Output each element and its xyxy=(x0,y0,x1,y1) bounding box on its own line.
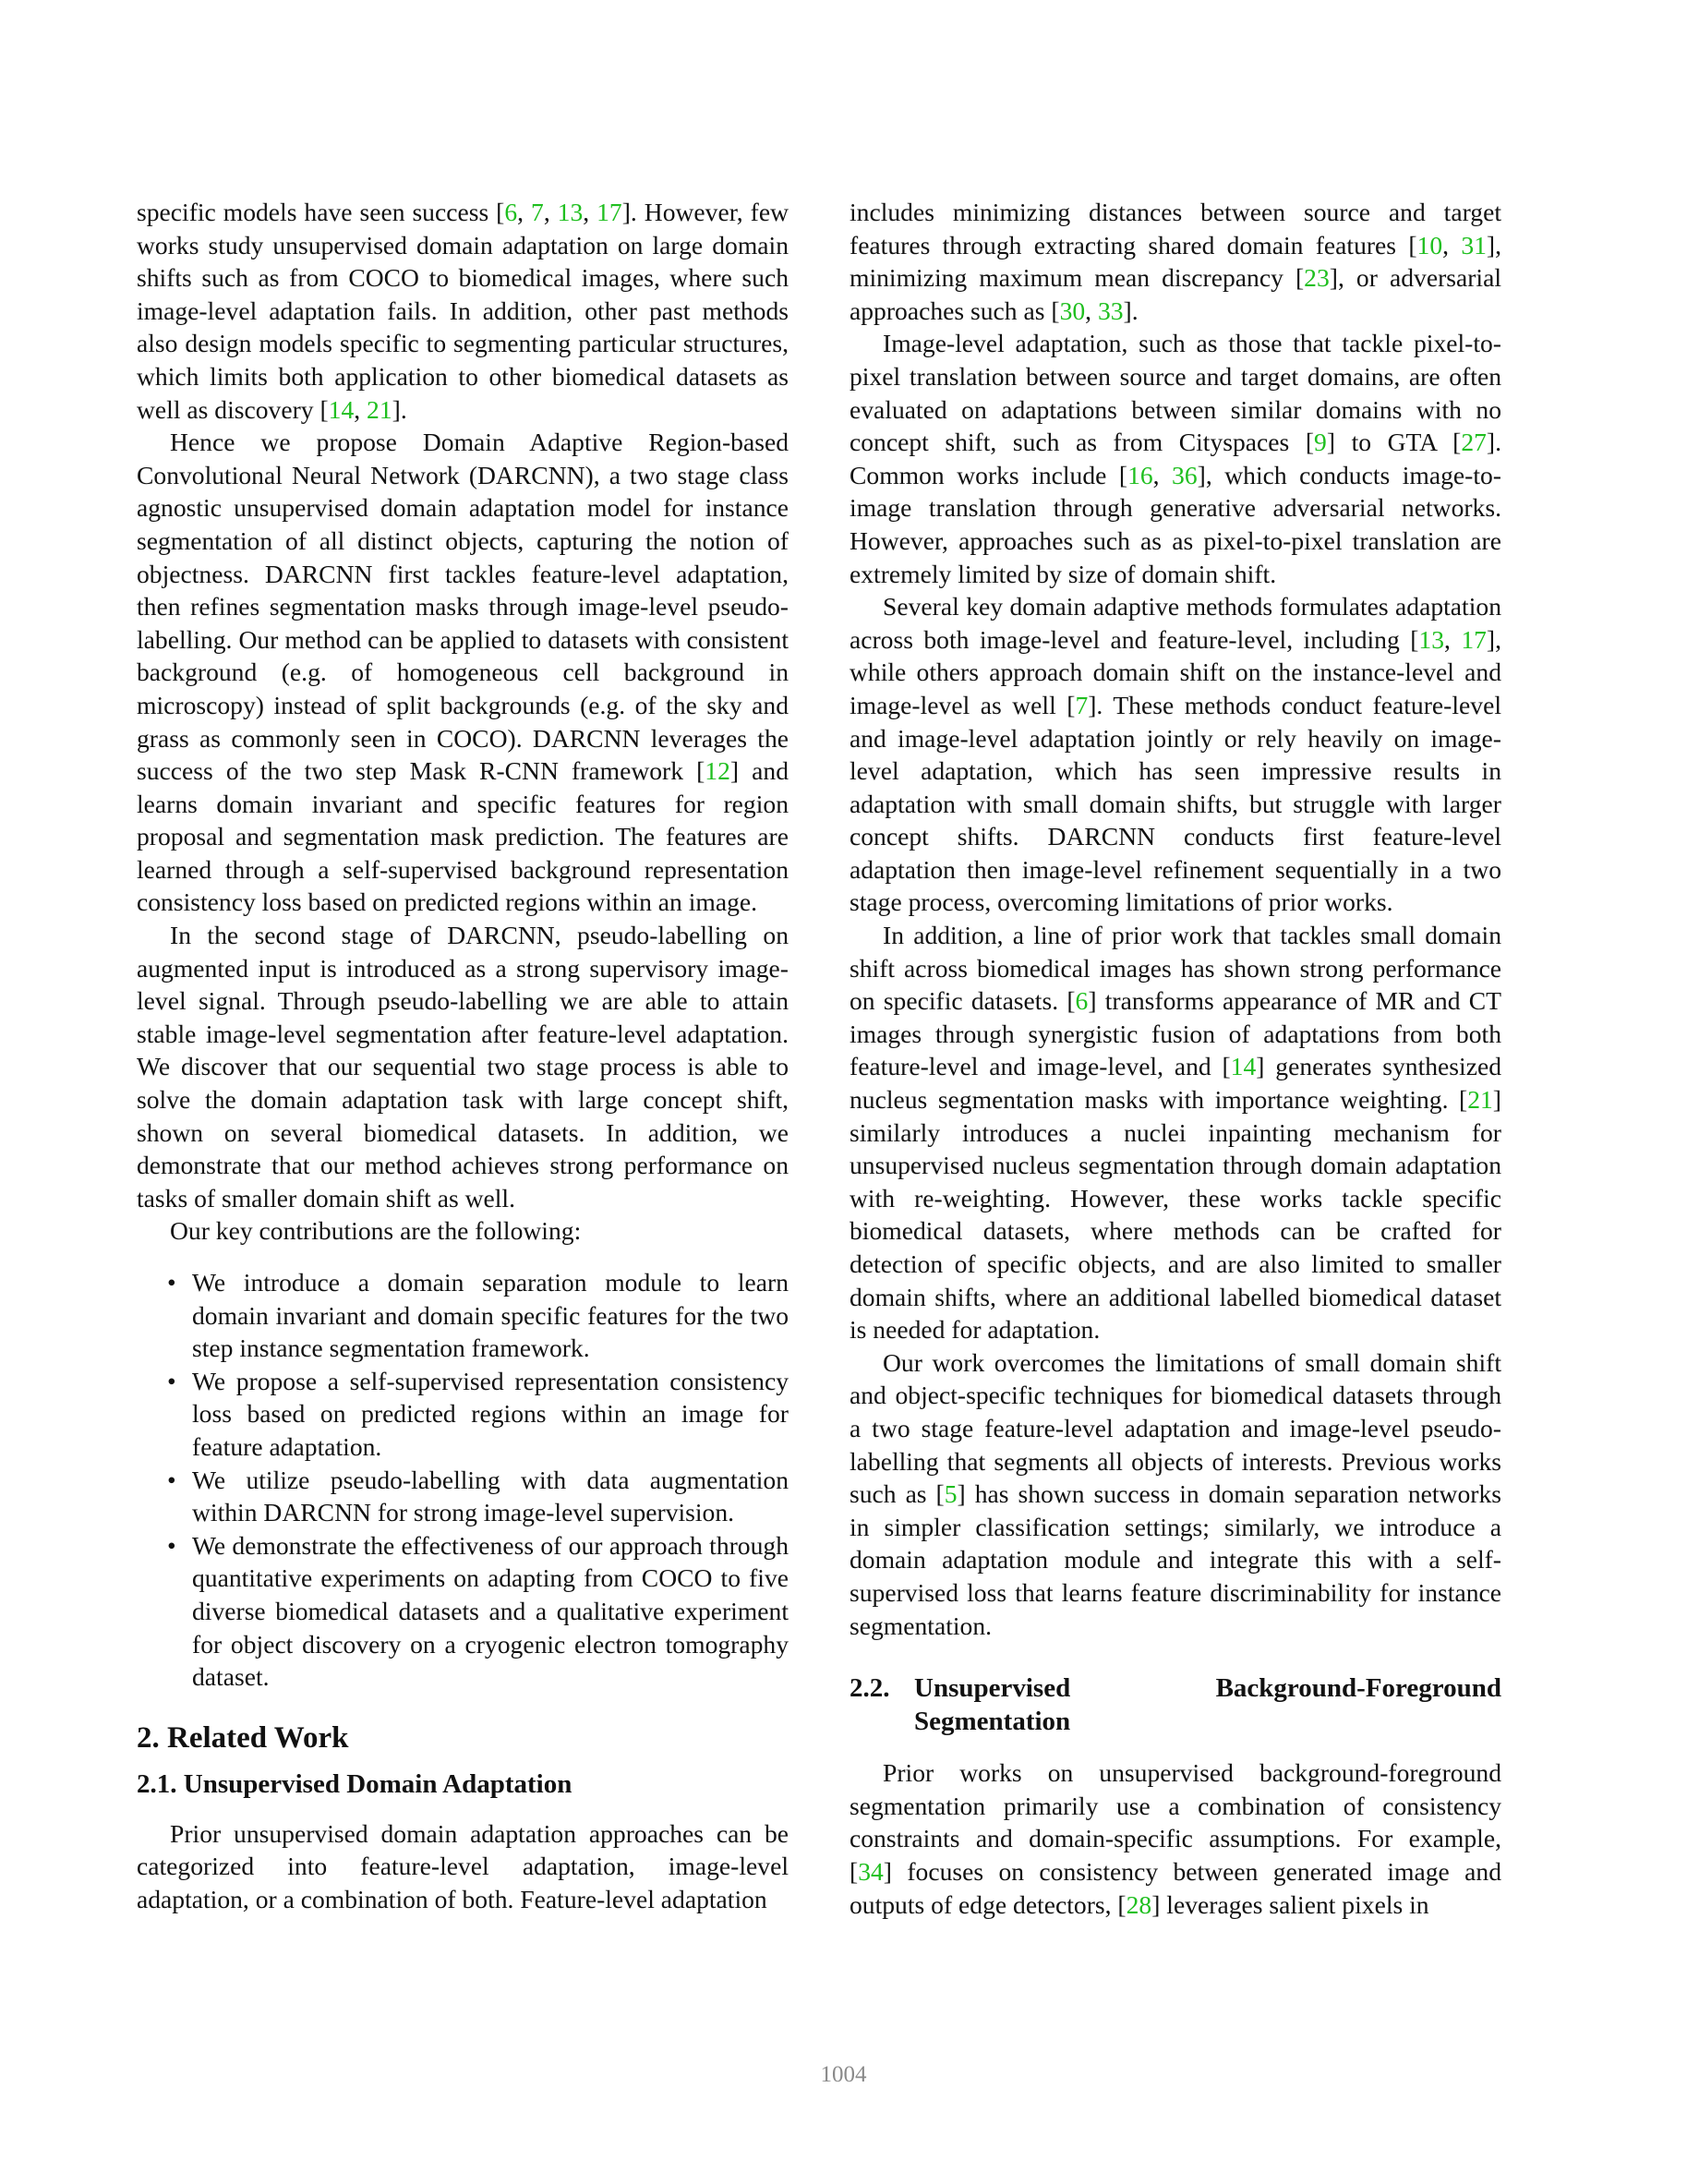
citation-link[interactable]: 7 xyxy=(1075,690,1089,719)
citation-link[interactable]: 6 xyxy=(1075,986,1089,1016)
left-column xyxy=(137,196,789,1916)
paragraph: Our key contributions are the following: xyxy=(170,1216,582,1246)
bullet-icon: • xyxy=(167,1530,176,1560)
list-item: • We utilize pseudo-labelling with data augmentation within DARCNN for strong image-level supervision. xyxy=(167,1465,789,1527)
subsection-number: 2.2. xyxy=(850,1673,890,1704)
paragraph: Prior works on unsupervised background-foreground segmentation primarily use a combination of consistency constraints and domain-specific assumptions. For example, [34] focuses on consistency between generated image and outputs of edge detectors, [28] leverages salient pixels in xyxy=(850,1758,1501,1919)
citation-link[interactable]: 27 xyxy=(1461,428,1487,457)
citation-link[interactable]: 9 xyxy=(1314,428,1327,457)
citation-link[interactable]: 34 xyxy=(858,1856,884,1886)
paragraph: Prior unsupervised domain adaptation approaches can be categorized into feature-level adaptation, image-level adaptation, or a combination of both. Feature-level adaptation xyxy=(137,1818,789,1913)
section-heading: 2. Related Work xyxy=(137,1720,349,1755)
bullet-icon: • xyxy=(167,1465,176,1494)
paragraph: includes minimizing distances between source and target features through extracting shared domain features [10, 31], minimizing maximum mean discrepancy [23], or adversarial approaches such as [30, 33]. xyxy=(850,198,1502,325)
subsection-heading xyxy=(850,1671,1501,1738)
citation-link[interactable]: 7 xyxy=(531,198,544,226)
citation-link[interactable]: 14 xyxy=(328,394,355,424)
list-item: • We demonstrate the effectiveness of our approach through quantitative experiments on adapting from COCO to five diverse biomedical datasets and a qualitative experiment for object discovery on a cryogenic electron tomography dataset. xyxy=(167,1530,789,1692)
citation-link[interactable]: 13 xyxy=(557,198,584,226)
paragraph: Several key domain adaptive methods formulates adaptation across both image-level and feature-level, including [13, 17], while others approach domain shift on the instance-level and image-level as well [7]. These methods conduct feature-level and image-level adaptation jointly or rely heavily on image-level adaptation, which has seen impressive results in adaptation with small domain shifts, but struggle with larger concept shifts. DARCNN conducts first feature-level adaptation then image-level refinement sequentially in a two stage process, overcoming limitations of prior works. xyxy=(850,592,1501,917)
citation-link[interactable]: 21 xyxy=(1467,1085,1493,1115)
subsection-title: Unsupervised Background-Foreground Segmentation xyxy=(914,1673,1501,1737)
citation-link[interactable]: 36 xyxy=(1172,460,1198,489)
citation-link[interactable]: 30 xyxy=(1059,296,1086,325)
contributions-list xyxy=(137,1266,789,1694)
list-item: • We propose a self-supervised representation consistency loss based on predicted regions within an image for feature adaptation. xyxy=(167,1366,789,1461)
paragraph: Our work overcomes the limitations of small domain shift and object-specific techniques for biomedical datasets through a two stage feature-level adaptation and image-level pseudo-labelling that segments all objects of interests. Previous works such as [5] has shown success in domain separation networks in simpler classification settings; similarly, we introduce a domain adaptation module and integrate this with a self-supervised loss that learns feature discriminability for instance segmentation. xyxy=(850,1347,1501,1640)
subsection-heading: 2.1. Unsupervised Domain Adaptation xyxy=(137,1768,572,1799)
right-column xyxy=(850,196,1501,1921)
citation-link[interactable]: 33 xyxy=(1097,296,1124,325)
paragraph: In the second stage of DARCNN, pseudo-labelling on augmented input is introduced as a strong supervisory image-level signal. Through pseudo-labelling we are able to attain stable image-level segmentation after feature-level adaptation. We discover that our sequential two stage process is able to solve the domain adaptation task with large concept shift, shown on several biomedical datasets. In addition, we demonstrate that our method achieves strong performance on tasks of smaller domain shift as well. xyxy=(137,921,789,1213)
citation-link[interactable]: 14 xyxy=(1230,1052,1257,1081)
citation-link[interactable]: 13 xyxy=(1418,624,1444,654)
citation-link[interactable]: 17 xyxy=(1461,624,1487,654)
citation-link[interactable]: 6 xyxy=(504,198,518,226)
list-item: • We introduce a domain separation module to learn domain invariant and domain specific features for the two step instance segmentation framework. xyxy=(167,1268,789,1363)
citation-link[interactable]: 23 xyxy=(1304,263,1330,293)
paragraph: specific models have seen success [6, 7, 13, 17]. However, few works study unsupervised domain adaptation on large domain shifts such as from COCO to biomedical images, where such image-level adaptation fails. In addition, other past methods also design models specific to segmenting particular structures, which limits both application to other biomedical datasets as well as discovery [14, 21]. xyxy=(137,198,789,424)
citation-link[interactable]: 17 xyxy=(596,198,622,226)
citation-link[interactable]: 5 xyxy=(944,1479,958,1509)
citation-link[interactable]: 16 xyxy=(1127,460,1153,489)
paragraph: In addition, a line of prior work that tackles small domain shift across biomedical images has shown strong performance on specific datasets. [6] transforms appearance of MR and CT images through synergistic fusion of adaptations from both feature-level and image-level, and [14] generates synthesized nucleus segmentation masks with importance weighting. [21] similarly introduces a nuclei inpainting mechanism for unsupervised nucleus segmentation through domain adaptation with re-weighting. However, these works tackle specific biomedical datasets, where methods can be crafted for detection of specific objects, and are also limited to smaller domain shifts, where an additional labelled biomedical dataset is needed for adaptation. xyxy=(850,921,1502,1345)
paragraph: Image-level adaptation, such as those that tackle pixel-to-pixel translation between source and target domains, are often evaluated on adaptations between similar domains with no concept shift, such as from Cityspaces [9] to GTA [27]. Common works include [16, 36], which conducts image-to-image translation through generative adversarial networks. However, approaches such as as pixel-to-pixel translation are extremely limited by size of domain shift. xyxy=(850,329,1501,588)
bullet-icon: • xyxy=(167,1366,176,1395)
paragraph: Hence we propose Domain Adaptive Region-based Convolutional Neural Network (DARCNN), a two stage class agnostic unsupervised domain adaptation model for instance segmentation of all distinct objects, capturing the notion of objectness. DARCNN first tackles feature-level adaptation, then refines segmentation masks through image-level pseudo-labelling. Our method can be applied to datasets with consistent background (e.g. of homogeneous cell background in microscopy) instead of split backgrounds (e.g. of the sky and grass as commonly seen in COCO). DARCNN leverages the success of the two step Mask R-CNN framework [12] and learns domain invariant and specific features for region proposal and segmentation mask prediction. The features are learned through a self-supervised background representation consistency loss based on predicted regions within an image. xyxy=(137,428,789,917)
page-number: 1004 xyxy=(820,2062,867,2087)
citation-link[interactable]: 21 xyxy=(367,394,392,424)
citation-link[interactable]: 28 xyxy=(1126,1889,1152,1919)
citation-link[interactable]: 31 xyxy=(1461,230,1487,259)
citation-link[interactable]: 10 xyxy=(1416,230,1443,259)
citation-link[interactable]: 12 xyxy=(705,756,730,786)
bullet-icon: • xyxy=(167,1268,176,1297)
